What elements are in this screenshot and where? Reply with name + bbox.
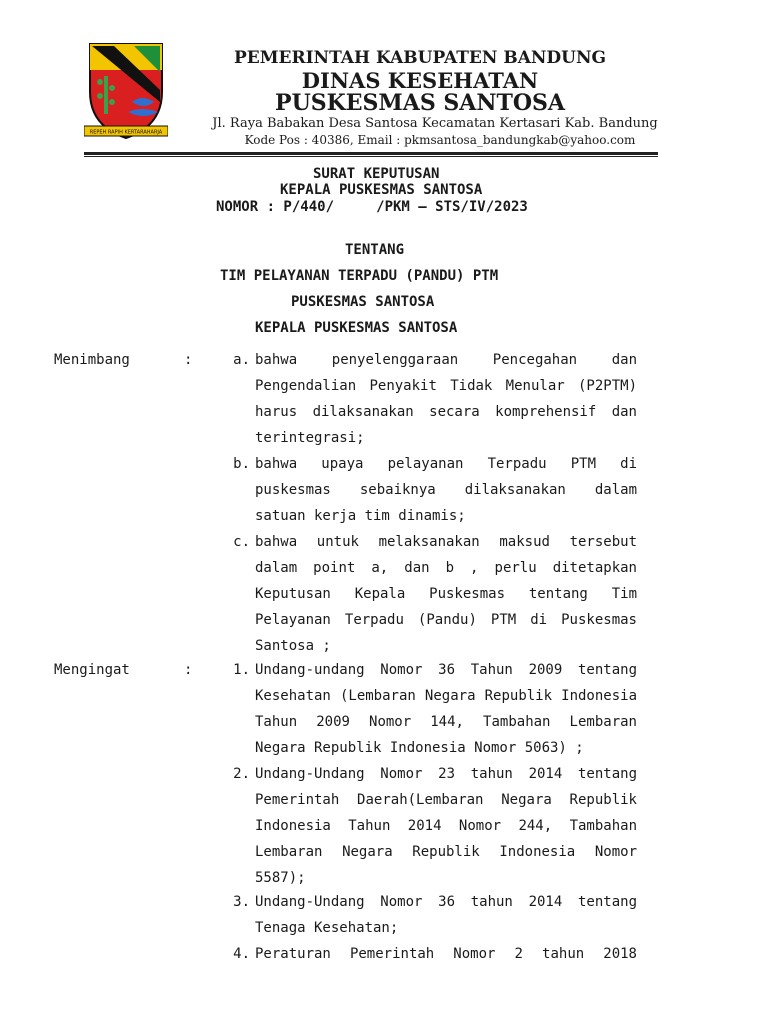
mengingat-4-mark: 4. — [233, 946, 250, 962]
decree-issuer: KEPALA PUSKESMAS SANTOSA — [280, 182, 483, 198]
text-line: 5587); — [255, 870, 306, 886]
text-line: Kesehatan (Lembaran Negara Republik Indonesia — [255, 688, 637, 704]
text-line: satuan kerja tim dinamis; — [255, 508, 466, 524]
header-divider-thick — [84, 152, 658, 155]
decree-title: SURAT KEPUTUSAN — [313, 166, 440, 182]
text-line: Santosa ; — [255, 638, 331, 654]
header-institution: PUSKESMAS SANTOSA — [275, 90, 565, 116]
text-line: bahwa upaya pelayanan Terpadu PTM di — [255, 456, 637, 472]
text-line: terintegrasi; — [255, 430, 365, 446]
text-line: harus dilaksanakan secara komprehensif dan — [255, 404, 637, 420]
subject-line-2: PUSKESMAS SANTOSA — [291, 294, 435, 310]
text-line: Undang-undang Nomor 36 Tahun 2009 tentang — [255, 662, 637, 678]
menimbang-a-text — [255, 347, 637, 451]
mengingat-colon: : — [184, 662, 193, 678]
menimbang-label: Menimbang — [54, 352, 130, 368]
text-line: puskesmas sebaiknya dilaksanakan dalam — [255, 482, 637, 498]
mengingat-2-mark: 2. — [233, 766, 250, 782]
svg-text:REPEH RAPIH KERTARAHARJA: REPEH RAPIH KERTARAHARJA — [89, 129, 163, 136]
text-line: Peraturan Pemerintah Nomor 2 tahun 2018 — [255, 946, 637, 962]
header-address: Jl. Raya Babakan Desa Santosa Kecamatan Kertasari Kab. Bandung — [212, 116, 658, 131]
text-line: Tenaga Kesehatan; — [255, 920, 399, 936]
mengingat-1-text — [255, 657, 637, 761]
header-contact: Kode Pos : 40386, Email : pkmsantosa_bandungkab@yahoo.com — [244, 133, 636, 147]
text-line: bahwa untuk melaksanakan maksud tersebut — [255, 534, 637, 550]
decree-number: NOMOR : P/440/ /PKM – STS/IV/2023 — [216, 199, 528, 215]
text-line: Pemerintah Daerah(Lembaran Negara Republik — [255, 792, 637, 808]
kabupaten-bandung-logo — [84, 40, 168, 140]
tentang-heading: TENTANG — [345, 242, 405, 258]
mengingat-1-mark: 1. — [233, 662, 250, 678]
header-government: PEMERINTAH KABUPATEN BANDUNG — [233, 48, 607, 68]
mengingat-3-text — [255, 889, 637, 941]
text-line: Tahun 2009 Nomor 144, Tambahan Lembaran — [255, 714, 637, 730]
text-line: Pelayanan Terpadu (Pandu) PTM di Puskesmas — [255, 612, 637, 628]
text-line: Keputusan Kepala Puskesmas tentang Tim — [255, 586, 637, 602]
header-department: DINAS KESEHATAN — [301, 68, 539, 93]
text-line: Undang-Undang Nomor 36 tahun 2014 tentang — [255, 894, 637, 910]
menimbang-a-mark: a. — [233, 352, 250, 368]
text-line: dalam point a, dan b , perlu ditetapkan — [255, 560, 637, 576]
mengingat-label: Mengingat — [54, 662, 130, 678]
mengingat-3-mark: 3. — [233, 894, 250, 910]
menimbang-colon: : — [184, 352, 193, 368]
mengingat-2-text — [255, 761, 637, 891]
subject-line-1: TIM PELAYANAN TERPADU (PANDU) PTM — [220, 268, 499, 284]
text-line: bahwa penyelenggaraan Pencegahan dan — [255, 352, 637, 368]
text-line: Indonesia Tahun 2014 Nomor 244, Tambahan — [255, 818, 637, 834]
text-line: Undang-Undang Nomor 23 tahun 2014 tentang — [255, 766, 637, 782]
text-line: Pengendalian Penyakit Tidak Menular (P2PTM) — [255, 378, 637, 394]
text-line: Lembaran Negara Republik Indonesia Nomor — [255, 844, 637, 860]
mengingat-4-text — [255, 941, 637, 967]
text-line: Negara Republik Indonesia Nomor 5063) ; — [255, 740, 584, 756]
menimbang-b-text — [255, 451, 637, 529]
header-divider-thin — [84, 156, 658, 157]
menimbang-b-mark: b. — [233, 456, 250, 472]
subject-line-3: KEPALA PUSKESMAS SANTOSA — [255, 320, 458, 336]
menimbang-c-mark: c. — [233, 534, 250, 550]
menimbang-c-text — [255, 529, 637, 659]
